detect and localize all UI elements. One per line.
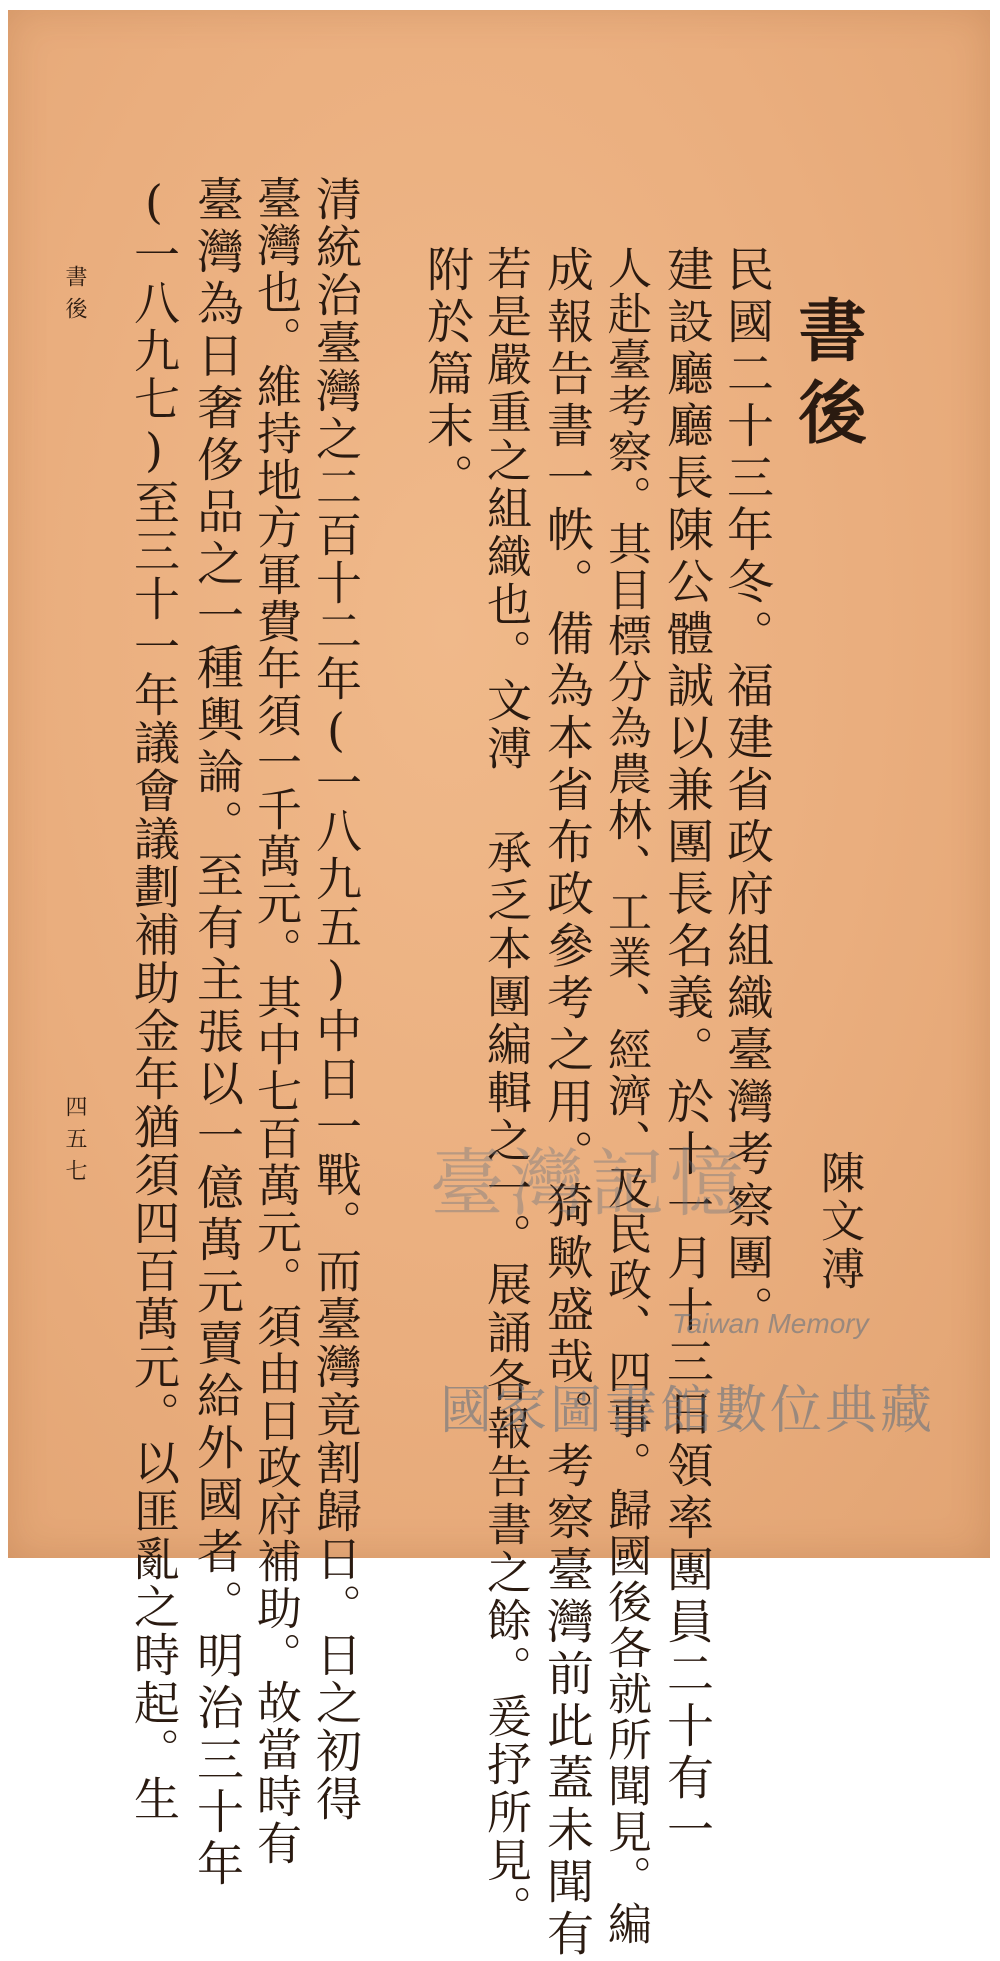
page-number: 四五七 [62,1095,87,1191]
text-column-2: 建設廳廳長陳公體誠以兼團長名義。於十一月十三日領率團員二十有一 [659,245,714,1857]
text-column-6: 附於篇末。 [419,245,474,505]
text-column-3: 人赴臺考察。其目標分為農林、工業、經濟、及民政、四事。歸國後各就所聞見。編 [600,245,651,1947]
page-title: 書後 [787,295,867,459]
author-name: 陳文溥 [813,1150,864,1294]
text-column-9: 臺灣為日奢侈品之一種輿論。至有主張以一億萬元賣給外國者。明治三十年 [189,175,244,1891]
text-column-10: (一八九七)至三十一年議會議劃補助金年猶須四百萬元。以匪亂之時起。生 [127,175,181,1823]
watermark-logo-text: 臺灣記憶 [430,1141,750,1227]
text-column-5: 若是嚴重之組織也。文溥 承乏本團編輯之一。展誦各報告書之餘。爰抒所見。 [479,245,532,1933]
watermark-library: 國家圖書館數位典藏 [440,1381,936,1441]
text-column-1: 民國二十三年冬。福建省政府組織臺灣考察團。 [719,245,774,1337]
text-column-4: 成報告書一帙。備為本省布政參考之用。猗歟盛哉。考察臺灣前此蓋未聞有 [539,245,594,1961]
text-column-7: 清統治臺灣之二百十二年(一八九五)中日一戰。而臺灣竟割歸日。日之初得 [309,175,363,1823]
watermark-english: Taiwan Memory [672,1308,869,1339]
margin-section-label: 書後 [62,265,87,329]
text-column-8: 臺灣也。維持地方軍費年須一千萬元。其中七百萬元。須由日政府補助。故當時有 [249,175,302,1867]
